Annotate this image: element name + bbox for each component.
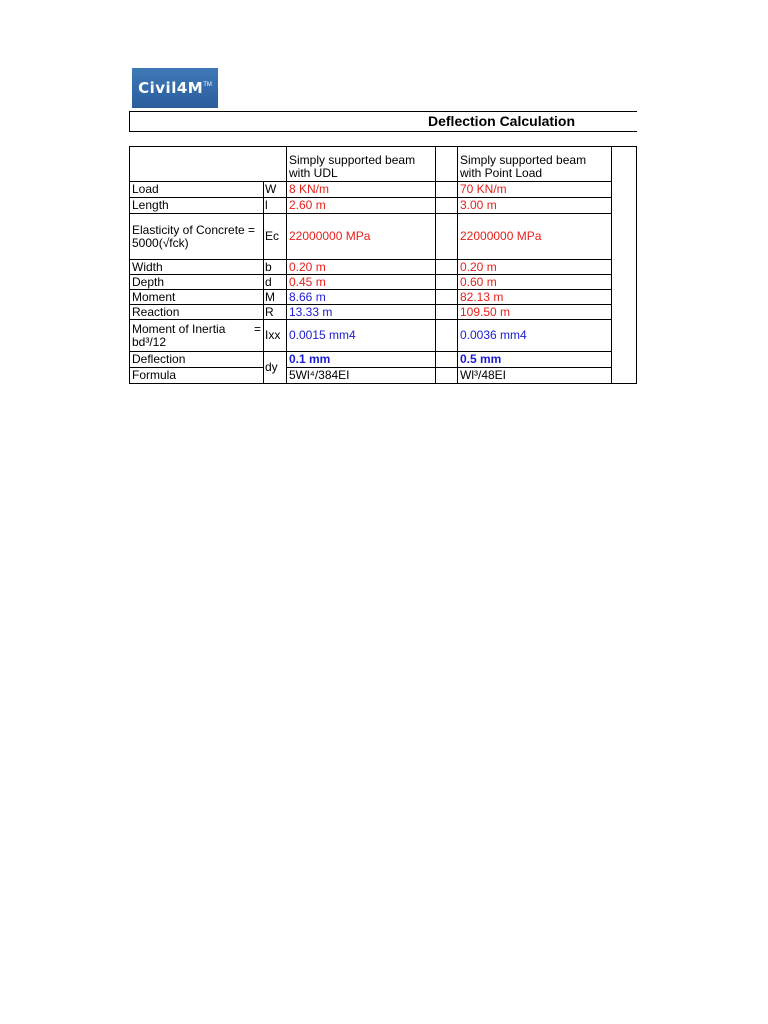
point-value: 0.0036 mm4 xyxy=(458,320,612,352)
moi-label-line2: bd³/12 xyxy=(132,334,167,349)
column-header-udl: Simply supported beam with UDL xyxy=(287,147,436,182)
table-row-depth xyxy=(130,275,637,290)
table-row-formula xyxy=(130,368,637,384)
spacer-cell xyxy=(436,147,458,182)
udl-value: 0.20 m xyxy=(287,260,436,275)
udl-value: 22000000 MPa xyxy=(287,214,436,260)
row-label: Elasticity of Concrete = 5000(√fck) xyxy=(130,214,264,260)
table-row-length xyxy=(130,198,637,214)
point-value: 0.5 mm xyxy=(458,352,612,368)
udl-value: 8 KN/m xyxy=(287,182,436,198)
moi-label-line1 xyxy=(132,323,261,336)
point-value: 70 KN/m xyxy=(458,182,612,198)
logo-trademark: TM xyxy=(203,82,212,88)
header-blank-cell xyxy=(130,147,287,182)
row-symbol: d xyxy=(264,275,287,290)
table-row-moment-of-inertia xyxy=(130,320,637,352)
point-value: 0.60 m xyxy=(458,275,612,290)
udl-value: 0.0015 mm4 xyxy=(287,320,436,352)
spacer-cell xyxy=(436,182,458,198)
row-label: Depth xyxy=(130,275,264,290)
table-row-elasticity xyxy=(130,214,637,260)
point-formula: Wl³/48EI xyxy=(458,368,612,384)
table-row-width xyxy=(130,260,637,275)
udl-value: 13.33 m xyxy=(287,305,436,320)
page-title: Deflection Calculation xyxy=(428,113,576,129)
point-value: 22000000 MPa xyxy=(458,214,612,260)
row-symbol: R xyxy=(264,305,287,320)
row-label: Length xyxy=(130,198,264,214)
moi-label-text: Moment of Inertia xyxy=(132,321,226,336)
column-header-point-load: Simply supported beam with Point Load xyxy=(458,147,612,182)
table-header-row xyxy=(130,147,637,182)
spacer-cell xyxy=(436,320,458,352)
trailing-cell xyxy=(612,147,637,384)
row-label: Moment xyxy=(130,290,264,305)
udl-value: 0.1 mm xyxy=(287,352,436,368)
row-label: Reaction xyxy=(130,305,264,320)
row-symbol: Ixx xyxy=(264,320,287,352)
row-label: Formula xyxy=(130,368,264,384)
row-symbol: M xyxy=(264,290,287,305)
row-symbol: l xyxy=(264,198,287,214)
row-label: Deflection xyxy=(130,352,264,368)
row-label xyxy=(130,320,264,352)
row-label: Load xyxy=(130,182,264,198)
spacer-cell xyxy=(436,260,458,275)
row-symbol: dy xyxy=(264,352,287,384)
table-row-reaction xyxy=(130,305,637,320)
civil4m-logo xyxy=(132,68,218,108)
spacer-cell xyxy=(436,368,458,384)
table-row-load xyxy=(130,182,637,198)
row-symbol: b xyxy=(264,260,287,275)
udl-value: 2.60 m xyxy=(287,198,436,214)
row-label: Width xyxy=(130,260,264,275)
spacer-cell xyxy=(436,290,458,305)
row-symbol: W xyxy=(264,182,287,198)
table-row-deflection xyxy=(130,352,637,368)
point-value: 3.00 m xyxy=(458,198,612,214)
point-value: 0.20 m xyxy=(458,260,612,275)
row-symbol: Ec xyxy=(264,214,287,260)
logo-text: Civil4M xyxy=(138,79,204,97)
udl-formula: 5Wl⁴/384EI xyxy=(287,368,436,384)
spacer-cell xyxy=(436,214,458,260)
spacer-cell xyxy=(436,198,458,214)
table-row-moment xyxy=(130,290,637,305)
udl-value: 0.45 m xyxy=(287,275,436,290)
spacer-cell xyxy=(436,352,458,368)
spacer-cell xyxy=(436,305,458,320)
deflection-table xyxy=(129,146,637,384)
spacer-cell xyxy=(436,275,458,290)
point-value: 109.50 m xyxy=(458,305,612,320)
point-value: 82.13 m xyxy=(458,290,612,305)
udl-value: 8.66 m xyxy=(287,290,436,305)
moi-label-equals: = xyxy=(253,321,261,336)
